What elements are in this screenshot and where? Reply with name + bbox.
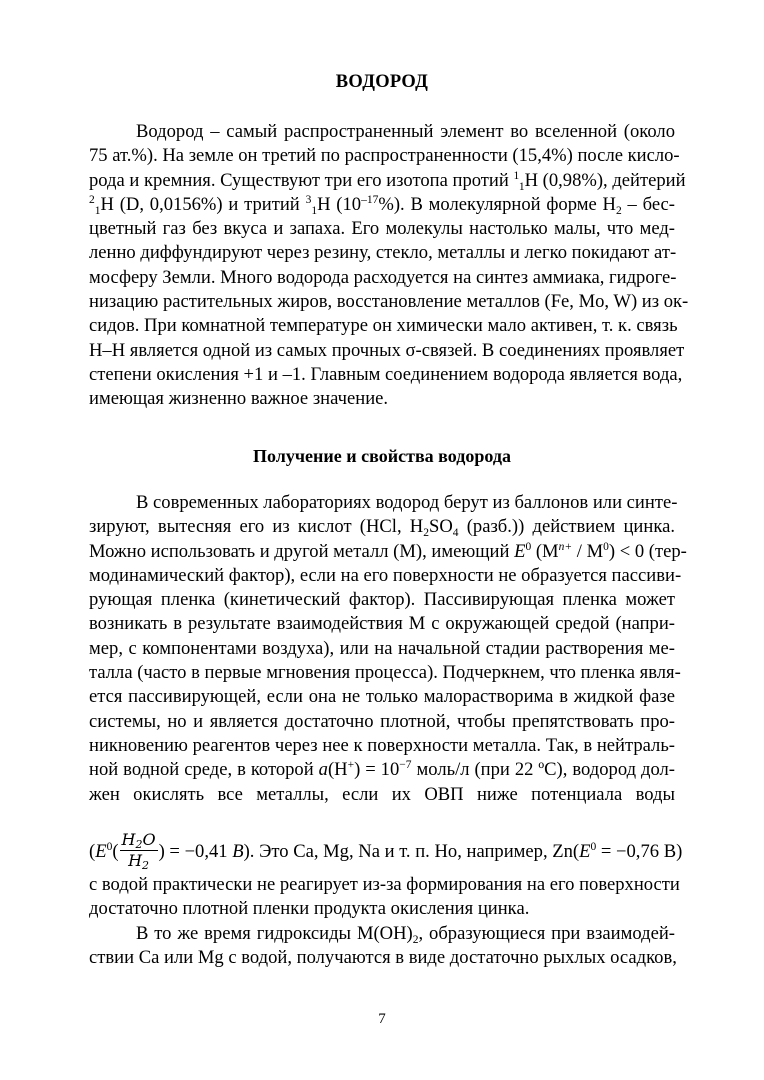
text-line: талла (часто в первые мгновения процесса). Подчеркнем, что пленка явля- bbox=[89, 662, 681, 684]
formula-left: ($E^0$( $\frac{H_2O}{H_2}$ ) = −0,41 B). Это Ca, Mg, Na и т. п. Но, например, $Zn(E^0 = -0,76$ В) bbox=[89, 830, 683, 872]
fraction-h2o-h2: $\frac{H_2O}{H_2}$ bbox=[121, 830, 156, 872]
paragraph-hydroxides bbox=[89, 922, 675, 971]
text-line: степени окисления +1 и –1. Главным соединением водорода является вода, bbox=[89, 363, 683, 385]
text-line: Водород – самый распространенный элемент во вселенной (около bbox=[136, 121, 675, 142]
text-line: H–H является одной из самых прочных σ-связей. В соединениях проявляет bbox=[89, 339, 685, 361]
text-line: ленно диффундируют через резину, стекло, металлы и легко покидают ат- bbox=[89, 242, 677, 264]
paragraph-intro bbox=[89, 120, 689, 412]
text-line: В современных лабораториях водород берут из баллонов или синте- bbox=[136, 492, 678, 513]
text-line: мосферу Земли. Много водорода расходуется на синтез аммиака, гидроге- bbox=[89, 266, 677, 288]
paragraph-preparation bbox=[89, 491, 687, 807]
text-line: системы, но и является достаточно плотной, чтобы препятствовать про- bbox=[89, 710, 675, 732]
text-line: рующая пленка (кинетический фактор). Пассивирующая пленка может bbox=[89, 589, 675, 611]
text-line: цветный газ без вкуса и запаха. Его молекулы настолько малы, что мед- bbox=[89, 218, 675, 240]
page-number: 7 bbox=[378, 1011, 386, 1027]
text-line: с водой практически не реагирует из-за формирования на его поверхности bbox=[89, 874, 680, 895]
text-line: возникать в результате взаимодействия M с окружающей средой (напри- bbox=[89, 613, 675, 635]
text-line: низацию растительных жиров, восстановление металлов (Fe, Mo, W) из ок- bbox=[89, 291, 689, 313]
text-line: жен окислять все металлы, если их ОВП ниже потенциала воды bbox=[89, 783, 675, 805]
text-line: 75 ат.%). На земле он третий по распространенности (15,4%) после кисло- bbox=[89, 145, 680, 167]
text-line: В то же время гидроксиды $M(OH)_2$, образующиеся при взаимодей- bbox=[136, 923, 675, 946]
text-line: ствии Ca или Mg с водой, получаются в виде достаточно рыхлых осадков, bbox=[89, 947, 677, 969]
text-line: мер, с компонентами воздуха), или на начальной стадии растворения ме- bbox=[89, 637, 675, 659]
text-line: имеющая жизненно важное значение. bbox=[89, 388, 389, 410]
section-heading: Получение и свойства водорода bbox=[253, 446, 511, 466]
text-line: сидов. При комнатной температуре он химически мало активен, т. к. связь bbox=[89, 315, 678, 337]
paragraph-continuation bbox=[89, 873, 680, 922]
text-line: Можно использовать и другой металл (M), имеющий $E^0$ $(M^{n+} / M^0) < 0$ (тер- bbox=[89, 540, 687, 562]
text-line: зируют, вытесняя его из кислот (HCl, $H_2SO_4$ (разб.)) действием цинка. bbox=[89, 516, 675, 540]
text-line: достаточно плотной пленки продукта окисления цинка. bbox=[89, 898, 530, 920]
text-line: рода и кремния. Существуют три его изотопа протий $^1_1$H (0,98%), дейтерий bbox=[89, 169, 686, 193]
text-line: ной водной среде, в которой $a(H^+) = 10^{-7}$ моль/л (при 22 ºС), водород дол- bbox=[89, 759, 675, 781]
text-line: модинамический фактор), если на его поверхности не образуется пассиви- bbox=[89, 564, 682, 586]
formula-line bbox=[89, 826, 683, 872]
text-line: ется пассивирующей, если она не только малорастворима в жидкой фазе bbox=[89, 686, 675, 708]
page-title: ВОДОРОД bbox=[335, 72, 429, 92]
text-line: $^2_1$H (D, 0,0156%) и тритий $^3_1$H $(10^{-17}\%)$. В молекулярной форме $H_2 - бес-$ bbox=[89, 193, 675, 217]
text-line: никновению реагентов через нее к поверхности металла. Так, в нейтраль- bbox=[89, 734, 675, 756]
